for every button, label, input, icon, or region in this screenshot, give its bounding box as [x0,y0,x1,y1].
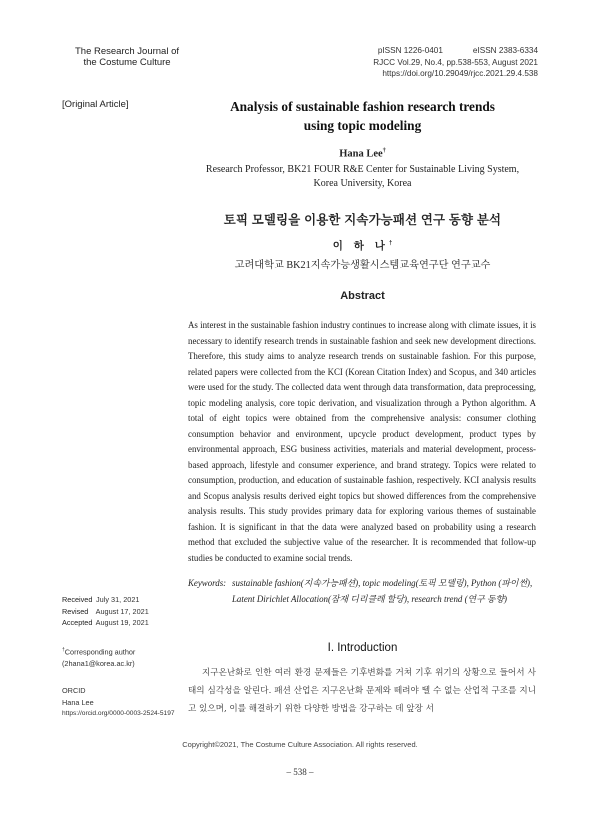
citation: RJCC Vol.29, No.4, pp.538-553, August 2021 [373,57,538,67]
author-korean [190,238,535,253]
title-english-line2: using topic modeling [303,118,422,133]
accepted-date: August 19, 2021 [95,618,149,627]
corresponding-label: Corresponding author [64,647,136,657]
pissn: pISSN 1226-0401 [377,46,443,55]
orcid-label: ORCID [62,686,86,695]
affiliation-english-line1: Research Professor, BK21 FOUR R&E Center for Sustainable Living System, [205,164,520,175]
abstract-text: As interest in the sustainable fashion industry continues to increase along with climate issues, it is necessary to identify research trends in sustainable fashion and seek new development directions. Therefore, this study aims to analyze research trends on sustainable fashion. For this purpose, related papers were collected from the KCI (Korean Citation Index) and Scopus, and 340 articles were used for the study. The collected data went through data transformation, data preprocessing, topic modeling analysis, core topic derivation, and visualization through a Python algorithm. A total of eight topics were obtained from the comprehensive analysis: consumer clothing consumption behavior and environment, upcycle product development, product types by environmental approach, ESG business activities, materials and material development, process-based approach, lifestyle and consumer experience, and brand strategy. Topics were related to consumption, production, and education of sustainable fashion, respectively. KCI analysis results and Scopus analysis results derived eight topics but showed differences from the comprehensive analysis results. This study provides primary data for exploring various themes of sustainable fashion. It is significant in that the data were analyzed based on probability using a research method that excluded the subjective value of the researcher. It is recommended that follow-up studies be conducted to examine social trends. [188,320,536,563]
author-mark: † [382,148,386,154]
accepted-label: Accepted [62,618,93,627]
author-english [190,148,535,160]
keywords [188,576,536,607]
doi-link[interactable]: https://doi.org/10.29049/rjcc.2021.29.4.538 [382,69,538,78]
affiliation-english-line2: Korea University, Korea [313,178,412,189]
author-english-name: Hana Lee [339,148,383,160]
page-number: – 538 – [286,767,314,777]
orcid-name: Hana Lee [62,697,94,707]
corresponding-mark: † [62,647,65,653]
revised-label: Revised [62,606,89,616]
received-label: Received [62,595,93,604]
affiliation-english [190,163,535,191]
article-dates [62,594,149,629]
abstract-heading: Abstract [340,290,385,302]
title-korean: 토픽 모델링을 이용한 지속가능패션 연구 동향 분석 [223,213,502,227]
keywords-label: Keywords: [188,578,227,588]
author-korean-name: 이 하 나 [332,240,389,252]
revised-date: August 17, 2021 [95,606,149,616]
orcid-url[interactable]: https://orcid.org/0000-0003-2524-5197 [62,710,175,717]
orcid-block [62,685,175,720]
keywords-text: sustainable fashion(지속가능패션), topic modeling(토픽 모델링), Python (파이썬), Latent Dirichlet Allocation(잠재 디리클레 할당), research trend (연구 동향) [232,578,533,604]
publication-info [318,45,538,80]
author-korean-mark: † [388,240,393,247]
affiliation-korean: 고려대학교 BK21지속가능생활시스템교육연구단 연구교수 [234,260,491,271]
introduction-heading: I. Introduction [327,642,398,654]
title-english-line1: Analysis of sustainable fashion research trends [230,99,495,114]
copyright: Copyright©2021, The Costume Culture Association. All rights reserved. [182,740,418,749]
journal-name-line2: the Costume Culture [83,57,171,68]
article-type: [Original Article] [62,99,129,110]
corresponding-email[interactable]: (2hana1@korea.ac.kr) [62,658,135,668]
journal-name-line1: The Research Journal of [74,46,180,57]
introduction-text: 지구온난화로 인한 여러 환경 문제들은 기후변화를 거쳐 기후 위기의 상황으로 들어서 사태의 심각성을 알린다. 패션 산업은 지구온난화 문제와 떼려야 뗄 수 없는 산업적 구조를 지니고 있으며, 이를 해결하기 위한 다양한 방법을 강구하는 데 앞장 서 [188,668,536,714]
journal-name [62,46,192,68]
eissn: eISSN 2383-6334 [472,46,538,55]
title-english [190,97,535,135]
received-date: July 31, 2021 [96,595,140,604]
corresponding-author [62,645,135,669]
